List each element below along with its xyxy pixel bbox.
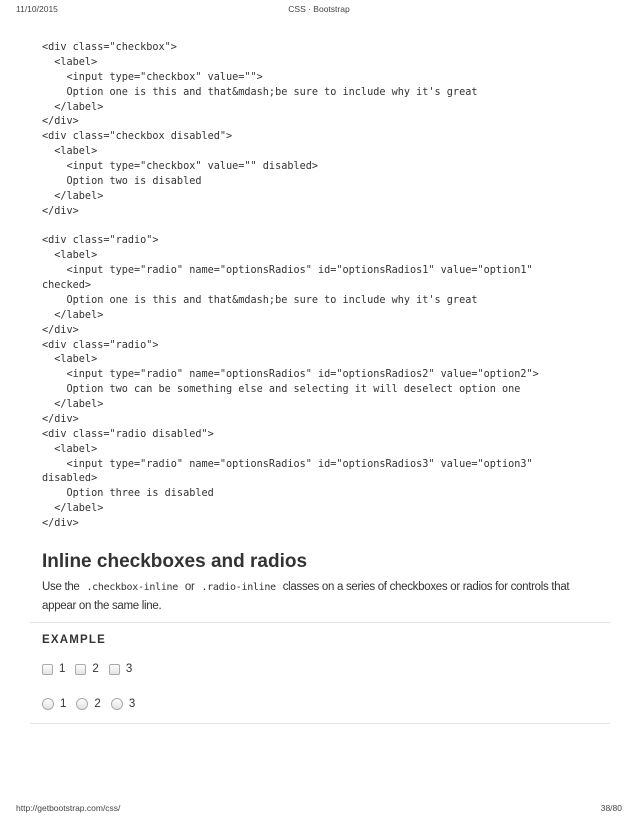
inline-radio-2[interactable] (76, 698, 100, 710)
code-line: <div class="radio disabled"> (42, 428, 214, 440)
code-line: </div> (42, 116, 79, 128)
code-line: <input type="checkbox" value="" disabled> (42, 161, 319, 172)
inline-checkbox-1[interactable] (42, 663, 65, 675)
inline-radio-3[interactable] (111, 698, 135, 710)
code-line: Option three is disabled (42, 488, 214, 500)
radio-label: 3 (128, 698, 136, 710)
section-heading: Inline checkboxes and radios (42, 551, 308, 572)
checkbox-label: 3 (125, 663, 133, 675)
code-line (42, 220, 539, 235)
code-line: Option one is this and that&mdash;be sure to include why it's great (42, 294, 478, 306)
code-line: Option two can be something else and selecting it will deselect option one (42, 384, 521, 396)
example-label: EXAMPLE (42, 634, 106, 646)
print-date: 11/10/2015 (16, 4, 58, 14)
checkbox-icon[interactable] (42, 664, 53, 675)
print-title: CSS · Bootstrap (288, 4, 350, 14)
code-line: Option one is this and that&mdash;be sure to include why it's great (42, 86, 478, 98)
desc-text-2: classes on a series of checkboxes or radios for controls that appear on the same line. (42, 581, 570, 612)
desc-text-1: Use the (42, 581, 80, 593)
code-line: <label> (42, 146, 98, 158)
code-line: <label> (42, 443, 98, 455)
code-line: </label> (42, 399, 104, 410)
radio-icon[interactable] (76, 698, 88, 710)
footer-url: http://getbootstrap.com/css/ (16, 803, 121, 813)
code-line: </div> (42, 413, 79, 425)
code-line: </div> (42, 205, 79, 217)
code-line: <input type="radio" name="optionsRadios" id="optionsRadios2" value="option2"> (42, 369, 539, 381)
inline-radios (42, 696, 145, 712)
footer-page-number: 38/80 (600, 803, 622, 813)
code-line: <label> (42, 354, 98, 366)
radio-icon[interactable] (111, 698, 123, 710)
checkbox-label: 2 (92, 663, 99, 675)
checkbox-label: 1 (59, 663, 66, 675)
inline-checkbox-3[interactable] (109, 663, 132, 675)
example-top-divider (30, 622, 610, 623)
section-inline (42, 550, 610, 574)
desc-text-or: or (184, 581, 195, 593)
radio-label: 2 (94, 698, 101, 710)
code-line: </div> (42, 518, 79, 529)
inline-checkboxes (42, 661, 142, 677)
code-line: </label> (42, 101, 104, 113)
code-line: <input type="radio" name="optionsRadios" id="optionsRadios3" value="option3" (42, 458, 533, 470)
code-line: <input type="radio" name="optionsRadios" id="optionsRadios1" value="option1" (42, 265, 533, 277)
inline-radio-1[interactable] (42, 698, 66, 710)
checkbox-icon[interactable] (109, 664, 120, 675)
code-line: Option two is disabled (42, 175, 202, 187)
code-line: </div> (42, 324, 79, 336)
code-radio-inline: .radio-inline (201, 582, 276, 593)
code-line: <input type="checkbox" value=""> (42, 71, 263, 83)
code-line: <label> (42, 56, 98, 68)
code-block (42, 41, 539, 532)
checkbox-icon[interactable] (75, 664, 86, 675)
inline-checkbox-2[interactable] (75, 663, 98, 675)
code-line: </label> (42, 503, 104, 515)
code-line: <div class="checkbox"> (42, 42, 177, 53)
code-line: <div class="checkbox disabled"> (42, 131, 233, 143)
code-line: checked> (42, 280, 92, 291)
code-line: <div class="radio"> (42, 235, 159, 247)
example-bottom-divider (30, 723, 610, 724)
code-line: <div class="radio"> (42, 339, 159, 351)
radio-label: 1 (60, 698, 67, 710)
section-description (42, 578, 602, 615)
code-checkbox-inline: .checkbox-inline (86, 582, 178, 593)
radio-icon[interactable] (42, 698, 54, 710)
code-line: disabled> (42, 473, 98, 485)
code-line: </label> (42, 309, 104, 321)
code-line: <label> (42, 250, 98, 262)
code-line: </label> (42, 190, 104, 202)
